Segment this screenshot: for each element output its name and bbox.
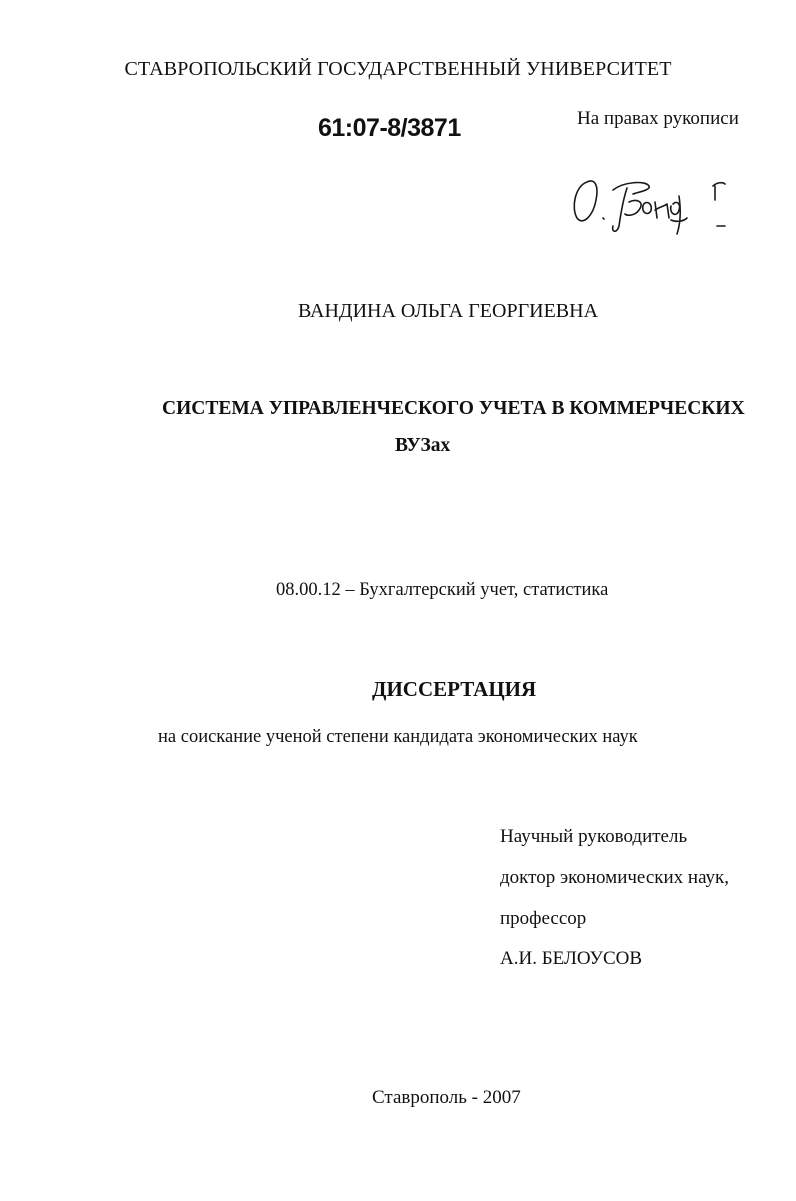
catalog-number: 61:07-8/3871 <box>318 114 461 142</box>
manuscript-note: На правах рукописи <box>577 108 739 129</box>
supervisor-role: Научный руководитель <box>500 826 688 847</box>
handwritten-signature <box>565 160 735 240</box>
specialty-code: 08.00.12 – Бухгалтерский учет, статистика <box>276 580 609 600</box>
city-year: Ставрополь - 2007 <box>372 1087 521 1108</box>
degree-statement: на соискание ученой степени кандидата экономических наук <box>158 727 638 747</box>
supervisor-degree: доктор экономических наук, <box>500 867 730 888</box>
author-name: ВАНДИНА ОЛЬГА ГЕОРГИЕВНА <box>297 300 599 322</box>
dissertation-title-line-1: СИСТЕМА УПРАВЛЕНЧЕСКОГО УЧЕТА В КОММЕРЧЕСКИХ <box>162 398 745 419</box>
document-type: ДИССЕРТАЦИЯ <box>372 677 537 701</box>
university-name: СТАВРОПОЛЬСКИЙ ГОСУДАРСТВЕННЫЙ УНИВЕРСИТЕТ <box>124 58 672 80</box>
supervisor-name: А.И. БЕЛОУСОВ <box>500 948 643 969</box>
supervisor-rank: профессор <box>500 908 587 929</box>
dissertation-title-line-2: ВУЗах <box>395 435 451 456</box>
